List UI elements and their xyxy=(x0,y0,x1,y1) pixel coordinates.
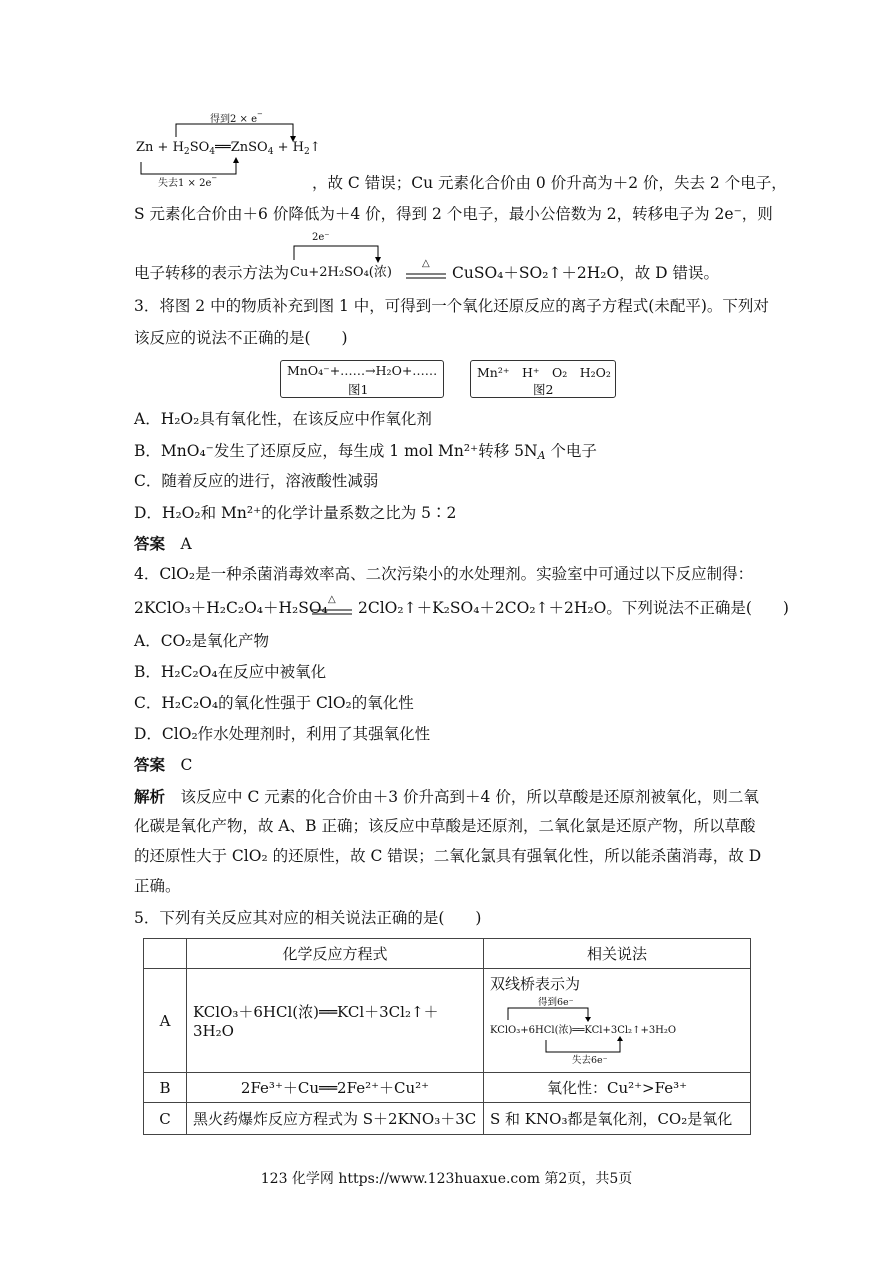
cu-line-suffix: CuSO₄＋SO₂↑＋2H₂O，故 D 错误。 xyxy=(452,264,719,282)
header-equation: 化学反应方程式 xyxy=(187,939,484,969)
q4-eq-left: 2KClO₃＋H₂C₂O₄＋H₂SO₄ xyxy=(134,599,328,617)
q5-table xyxy=(143,938,751,1135)
q4-stem-1: 4．ClO₂是一种杀菌消毒效率高、二次污染小的水处理剂。实验室中可通过以下反应制得： xyxy=(134,565,754,583)
row-a-lose: 失去6e⁻ xyxy=(572,1055,608,1066)
figure-2-content: Mn²⁺ H⁺ O₂ H₂O₂ xyxy=(477,365,611,380)
row-a-gain: 得到6e⁻ xyxy=(538,997,574,1008)
q5-stem: 5．下列有关反应其对应的相关说法正确的是( ) xyxy=(134,909,482,927)
row-b-label: B xyxy=(144,1073,187,1103)
row-c-note: S 和 KNO₃都是氧化剂，CO₂是氧化 xyxy=(484,1103,751,1135)
figure-2-box xyxy=(470,360,616,398)
figure-1-content: MnO₄⁻+……→H₂O+…… xyxy=(287,363,438,378)
q4-heat-symbol: △ xyxy=(328,594,336,605)
row-b-equation: 2Fe³⁺＋Cu══2Fe²⁺＋Cu²⁺ xyxy=(187,1073,484,1103)
q4-option-a: A．CO₂是氧化产物 xyxy=(134,632,269,650)
zn-gain-label: 得到2 × e− xyxy=(210,110,263,125)
cu-electron-label: 2e⁻ xyxy=(312,232,330,243)
q4-option-d: D．ClO₂作水处理剂时，利用了其强氧化性 xyxy=(134,725,431,743)
q3-answer: 答案 A xyxy=(134,534,192,553)
row-a-equation: KClO₃＋6HCl(浓)══KCl＋3Cl₂↑＋3H₂O xyxy=(187,969,484,1073)
zn-equation: $Zn + H_2SO_4══ZnSO_4$ + $H_2↑$ xyxy=(136,140,321,157)
row-a-note: 双线桥表示为 xyxy=(490,975,581,993)
zn-lose-label: 失去1 × 2e− xyxy=(158,174,218,189)
row-c-equation: 黑火药爆炸反应方程式为 S＋2KNO₃＋3C xyxy=(187,1103,484,1135)
q4-explanation-4: 正确。 xyxy=(134,877,181,895)
row-a-note-cell xyxy=(484,969,751,1073)
row-a-diagram xyxy=(490,994,744,1066)
q3-stem-1: 3．将图 2 中的物质补充到图 1 中，可得到一个氧化还原反应的离子方程式(未配平)。下列对 xyxy=(134,297,769,315)
q3-option-b: B．MnO₄⁻发生了还原反应，每生成 1 mol Mn²⁺转移 $5N_A$ 个电子 xyxy=(134,442,597,462)
table-row xyxy=(144,1073,751,1103)
q4-explanation-3: 的还原性大于 ClO₂ 的还原性，故 C 错误；二氧化氯具有强氧化性，所以能杀菌消毒，故 D xyxy=(134,847,762,865)
q4-explanation-1: 解析 该反应中 C 元素的化合价由＋3 价升高到＋4 价，所以草酸是还原剂被氧化，则二氧 xyxy=(134,787,759,806)
text-line-1: ，故 C 错误；Cu 元素化合价由 0 价升高为＋2 价，失去 2 个电子， xyxy=(312,174,787,192)
q3-option-a: A．H₂O₂具有氧化性，在该反应中作氧化剂 xyxy=(134,410,432,428)
double-line-arrow xyxy=(406,272,446,280)
cu-bridge xyxy=(288,232,388,266)
cu-line-prefix: 电子转移的表示方法为 xyxy=(134,264,290,282)
q4-eq-right: 2ClO₂↑＋K₂SO₄＋2CO₂↑＋2H₂O。下列说法不正确是( ) xyxy=(358,599,789,617)
q4-option-b: B．H₂C₂O₄在反应中被氧化 xyxy=(134,663,327,681)
row-a-label: A xyxy=(144,969,187,1073)
figure-1-box xyxy=(280,360,444,398)
row-c-label: C xyxy=(144,1103,187,1135)
figure-2-label: 图2 xyxy=(533,382,554,397)
q4-option-c: C．H₂C₂O₄的氧化性强于 ClO₂的氧化性 xyxy=(134,694,414,712)
q3-option-d: D．H₂O₂和 Mn²⁺的化学计量系数之比为 5∶2 xyxy=(134,504,457,522)
table-header-row xyxy=(144,939,751,969)
cu-equation-left: Cu+2H₂SO₄(浓) xyxy=(290,265,392,280)
table-row xyxy=(144,1103,751,1135)
q4-answer: 答案 C xyxy=(134,755,193,774)
row-b-note: 氧化性：Cu²⁺>Fe³⁺ xyxy=(484,1073,751,1103)
q4-double-line xyxy=(312,608,352,616)
heat-symbol: △ xyxy=(422,258,430,269)
q3-stem-2: 该反应的说法不正确的是( ) xyxy=(134,329,348,347)
header-note: 相关说法 xyxy=(484,939,751,969)
text-line-2: S 元素化合价由＋6 价降低为＋4 价，得到 2 个电子，最小公倍数为 2，转移电子为 2e⁻，则 xyxy=(134,205,773,223)
page-footer: 123 化学网 https://www.123huaxue.com 第2页，共5页 xyxy=(260,1171,633,1187)
figure-1-label: 图1 xyxy=(348,382,369,397)
q4-explanation-2: 化碳是氧化产物，故 A、B 正确；该反应中草酸是还原剂，二氧化氯是还原产物，所以草酸 xyxy=(134,817,756,835)
q3-option-c: C．随着反应的进行，溶液酸性减弱 xyxy=(134,472,379,490)
table-row xyxy=(144,969,751,1073)
row-a-small-eq: KClO₃+6HCl(浓)══KCl+3Cl₂↑+3H₂O xyxy=(490,1025,677,1036)
